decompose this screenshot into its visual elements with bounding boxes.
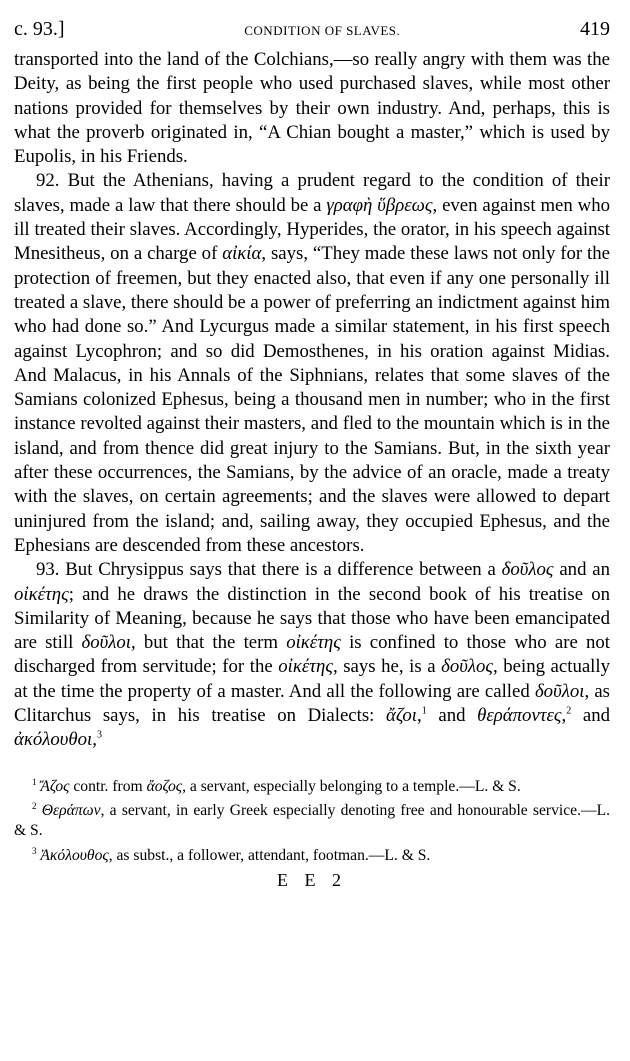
- greek-term: γραφὴ ὕβρεως: [326, 194, 433, 216]
- footnote-number: 1: [32, 776, 37, 787]
- text-run: , as Clitarchus says, in his treatise on Dialects:: [14, 680, 610, 727]
- running-title: CONDITION OF SLAVES.: [244, 23, 401, 38]
- greek-term: αἰκία: [222, 243, 262, 265]
- signature-mark: E E 2: [277, 869, 347, 890]
- text-run: contr. from: [69, 777, 147, 795]
- text-run: , even against men who ill treated their slaves. Accordingly, Hyperides, the orator, in his speech against Mnesitheus, on a charge of: [14, 194, 610, 265]
- footnote-3: [14, 842, 610, 866]
- text-run: ; and he draws the distinction in the second book of his treatise on Similarity of Meaning, because he says that those who have been emancipated are still: [14, 583, 610, 654]
- text-run: , says he, is a: [332, 656, 442, 678]
- greek-term: ἄοζος: [146, 777, 183, 795]
- main-text: [14, 48, 610, 753]
- text-run: , being actually at the time the property of a master. And all the following are called: [14, 656, 610, 702]
- text-run: and: [426, 705, 478, 727]
- greek-term: Ἀκόλουθος: [40, 846, 109, 864]
- footnotes: [14, 773, 610, 866]
- greek-term: οἰκέτης: [286, 632, 341, 654]
- text-run: is confined to those who are not discharged from servitude; for the: [14, 632, 610, 678]
- page-number: 419: [579, 18, 610, 40]
- greek-term: Ἄζος: [40, 777, 70, 795]
- footnote-number: 3: [32, 845, 37, 856]
- greek-term: Θεράπων: [41, 802, 101, 820]
- greek-term: δοῦλος: [441, 656, 493, 678]
- text-run: , a servant, especially belonging to a temple.—L. & S.: [182, 777, 521, 795]
- footnote-2: [14, 797, 610, 840]
- paragraph-92: [14, 169, 610, 558]
- footnote-ref-1[interactable]: 1: [421, 705, 427, 717]
- greek-term: δοῦλος: [501, 559, 554, 581]
- text-run: and an: [553, 559, 610, 581]
- greek-term: δοῦλοι: [81, 632, 131, 654]
- text-run: , a servant, in early Greek especially denoting free and honourable service.—L. & S.: [14, 802, 610, 840]
- text-run: , but that the term: [130, 632, 287, 654]
- footnote-ref-3[interactable]: 3: [96, 730, 102, 742]
- greek-term: ἄζοι: [386, 705, 418, 727]
- greek-term: ἀκόλουθοι: [14, 729, 93, 751]
- text-run: , as subst., a follower, attendant, footman.—L. & S.: [108, 846, 431, 864]
- paragraph-1: transported into the land of the Colchians,—so really angry with them was the Deity, as being the first people who used purchased slaves, while most other nations provided for themselves by their own industry. And, perhaps, this is what the proverb originated in, “A Chian bought a master,” which is used by Eupolis, in his Friends.: [14, 49, 610, 168]
- text-run: , says, “They made these laws not only for the protection of freemen, but they enacted also, that even if any one personally ill treated a slave, there should be a power of preferring an indictment against him who had done so.” And Lycurgus made a similar statement, in his first speech against Lycophron; and so did Demosthenes, in his oration against Midias. And Malacus, in his Annals of the Siphnians, relates that some slaves of the Samians colonized Ephesus, being a thousand men in number; who in the first instance revolted against their masters, and fled to the mountain which is in the island, and from thence did great injury to the Samians. But, in the sixth year after these occurrences, the Samians, by the advice of an oracle, made a treaty with the slaves, on certain agreements; and the slaves were allowed to depart uninjured from the island; and, sailing away, they occupied Ephesus, and the Ephesians are descended from these ancestors.: [14, 243, 610, 556]
- paragraph-93: 93. But Chrysippus says that there is a difference between a δοῦλος and an οἰκέτης; and he draws the distinction in the second book of his treatise on Similarity of Meaning, because he says that those who have been emancipated are still δοῦλοι, but that the term οἰκέτης is confined to those who are not discharged from servitude; for the οἰκέτης, says he, is a δοῦλος, being actually at the time the property of a master. And all the following are called δοῦλοι, as Clitarchus says, in his treatise on Dialects: ἄζοι,$^1$ and θεράποντες,$^2$ and ἀκόλουθοι,$^3$: [14, 559, 610, 751]
- greek-term: οἰκέτης: [14, 583, 69, 605]
- greek-term: οἰκέτης: [278, 656, 333, 678]
- chapter-reference: c. 93.]: [14, 18, 65, 40]
- running-header: [14, 18, 610, 48]
- footnote-ref-2[interactable]: 2: [566, 705, 572, 717]
- greek-term: δοῦλοι: [534, 680, 585, 702]
- footnote-1: [14, 773, 610, 797]
- footnote-number: 2: [32, 801, 37, 812]
- text-run: 92. But the Athenians, having a prudent regard to the condition of their slaves, made a law that there should be a: [14, 170, 610, 216]
- text-run: and: [571, 705, 610, 727]
- text-run: 93. But Chrysippus says that there is a difference between a: [36, 559, 502, 581]
- greek-term: θεράποντες: [477, 705, 562, 727]
